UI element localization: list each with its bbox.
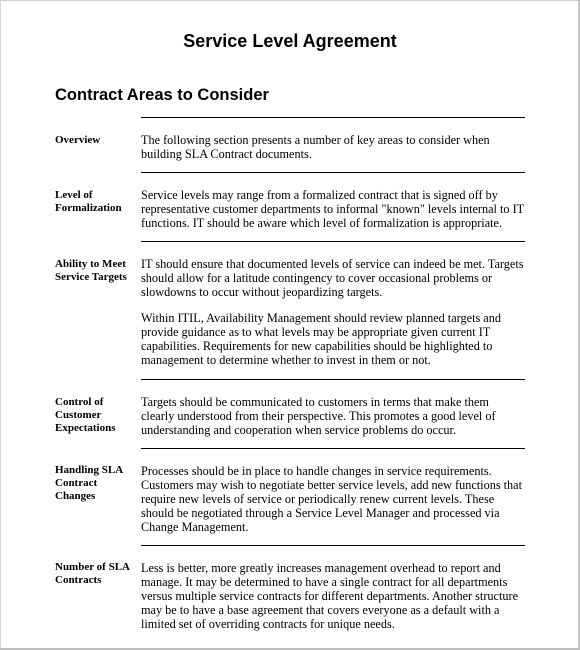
row-label-line: Formalization [55, 202, 122, 214]
row-text-number-of-contracts [141, 561, 526, 631]
row-divider [141, 545, 525, 546]
row-label-line: Number of SLA [55, 561, 130, 573]
document-title: Service Level Agreement [183, 31, 397, 51]
row-divider [141, 448, 525, 449]
row-divider [141, 117, 525, 118]
row-text-service-targets [141, 257, 526, 367]
row-label-contract-changes [55, 464, 137, 503]
text-line: require new levels of service or periodically renew current levels. These [141, 492, 495, 506]
text-line: limited set of overriding contracts for unique needs. [141, 617, 395, 631]
page-edge-left [0, 0, 1, 650]
page-edge-top [0, 0, 580, 1]
row-divider [141, 172, 525, 173]
section-heading: Contract Areas to Consider [55, 86, 269, 104]
row-label-line: Changes [55, 490, 96, 502]
text-line: Service levels may range from a formalized contract that is signed off by [141, 188, 498, 202]
text-line: understanding and cooperation when service problems do occur. [141, 423, 457, 437]
text-line: IT should ensure that documented levels of service can indeed be met. Targets [141, 257, 524, 271]
text-line: building SLA Contract documents. [141, 147, 312, 161]
row-label-service-targets [55, 258, 137, 284]
text-line: Processes should be in place to handle changes in service requirements. [141, 464, 492, 478]
text-line: functions. IT should be aware which level of formalization is appropriate. [141, 216, 503, 230]
row-label-line: Customer [55, 409, 102, 421]
text-line: slowdowns to occur without jeopardizing targets. [141, 285, 383, 299]
text-line: provide guidance as to what levels may be appropriate given current IT [141, 325, 491, 339]
text-line: Targets should be communicated to customers in terms that make them [141, 395, 489, 409]
text-line: Customers may wish to negotiate better service levels, add new functions that [141, 478, 523, 492]
row-text-customer-expectations [141, 395, 526, 437]
row-label-line: Control of [55, 396, 104, 408]
row-text-contract-changes [141, 464, 526, 534]
text-line: Less is better, more greatly increases management overhead to report and [141, 561, 501, 575]
text-line: should be negotiated through a Service Level Manager and processed via [141, 506, 500, 520]
text-line: representative customer departments to informal "known" levels internal to IT [141, 202, 525, 216]
row-label-line: Overview [55, 134, 101, 146]
text-line: capabilities. Requirements for new capabilities should be highlighted to [141, 339, 493, 353]
text-line: should allow for a latitude contingency to cover occasional problems or [141, 271, 493, 285]
row-label-overview [55, 134, 137, 147]
row-label-line: Expectations [55, 422, 116, 434]
row-label-line: Ability to Meet [55, 258, 126, 270]
text-line: manage. It may be determined to have a single contract for all departments [141, 575, 508, 589]
row-label-line: Service Targets [55, 271, 127, 283]
text-line: Change Management. [141, 520, 249, 534]
text-line: Within ITIL, Availability Management should review planned targets and [141, 311, 501, 325]
text-line: management to determine whether to invest in them or not. [141, 353, 431, 367]
row-text-formalization [141, 188, 526, 230]
row-label-customer-expectations [55, 396, 137, 435]
text-line: clearly understood from their perspective. This promotes a good level of [141, 409, 496, 423]
text-line: The following section presents a number of key areas to consider when [141, 133, 490, 147]
text-line: versus multiple service contracts for different departments. Another structure [141, 589, 519, 603]
row-label-line: Contract [55, 477, 98, 489]
row-label-formalization [55, 189, 137, 215]
row-label-line: Level of [55, 189, 93, 201]
row-label-number-of-contracts [55, 561, 137, 587]
text-line: may be to have a base agreement that covers everyone as a default with a [141, 603, 500, 617]
row-label-line: Handling SLA [55, 464, 124, 476]
row-label-line: Contracts [55, 574, 102, 586]
row-text-overview [141, 133, 526, 161]
row-divider [141, 379, 525, 380]
row-divider [141, 241, 525, 242]
